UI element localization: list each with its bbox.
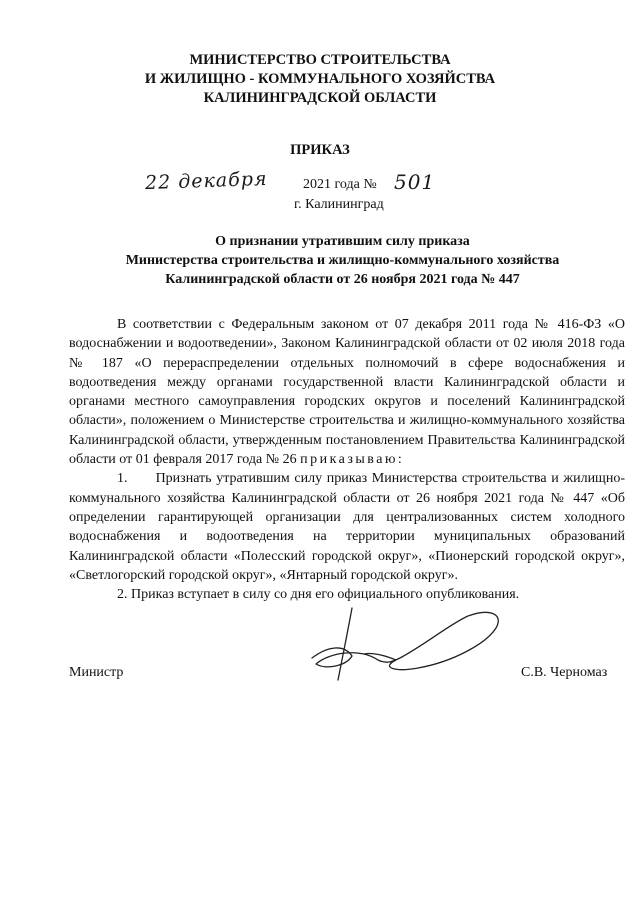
- body-paragraph-item-1: 1. Признать утратившим силу приказ Министерства строительства и жилищно-коммунального хозяйства Калининградской области от 26 ноября 2021 года № 447 «Об определении гарантирующей организации для централизованных систем холодного водоснабжения и водоотведения на территории муниципальных образований Калининградской области «Полесский городской округ», «Пионерский городской округ», «Светлогорский городской округ», «Янтарный городской округ».: [69, 471, 625, 583]
- order-title: ПРИКАЗ: [290, 142, 350, 158]
- subject-line-2: Министерства строительства и жилищно-коммунального хозяйства: [125, 253, 560, 268]
- subject-line-3: Калининградской области от 26 ноября 2021 года № 447: [165, 272, 520, 287]
- ministry-header-line-1: МИНИСТЕРСТВО СТРОИТЕЛЬСТВА: [189, 52, 451, 68]
- order-subject: [60, 232, 625, 289]
- order-date-line: [303, 177, 377, 193]
- orders-word: приказываю:: [300, 452, 405, 468]
- handwritten-signature: [300, 600, 510, 695]
- order-body: [69, 315, 625, 604]
- handwritten-date: 22 декабря: [144, 167, 268, 195]
- preamble-text: В соответствии с Федеральным законом от 07 декабря 2011 года № 416-ФЗ «О водоснабжении и водоотведении», Законом Калининградской области от 02 июля 2018 года № 187 «О перераспределении отдельных полномочий в сфере водоснабжения и водоотведения между органами государственной власти Калининградской области и органами местного самоуправления городских округов и поселений Калининградской области», положением о Министерстве строительства и жилищно-коммунального хозяйства Калининградской области, утвержденным постановлением Правительства Калининградской области от 01 февраля 2017 года № 26: [69, 317, 625, 468]
- ministry-header-line-3: КАЛИНИНГРАДСКОЙ ОБЛАСТИ: [203, 90, 437, 106]
- order-city: г. Калининград: [294, 197, 384, 212]
- handwritten-order-number: 501: [394, 170, 436, 194]
- ministry-header-line-2: И ЖИЛИЩНО - КОММУНАЛЬНОГО ХОЗЯЙСТВА: [144, 71, 496, 87]
- signatory-name: С.В. Черномаз: [521, 665, 608, 680]
- body-paragraph-item-2: 2. Приказ вступает в силу со дня его официального опубликования.: [117, 587, 520, 603]
- signatory-role: Министр: [69, 665, 124, 680]
- order-year-text: 2021 года №: [303, 177, 377, 192]
- body-paragraph-preamble: [69, 315, 625, 469]
- ministry-header: [0, 51, 640, 108]
- subject-line-1: О признании утратившим силу приказа: [215, 234, 470, 249]
